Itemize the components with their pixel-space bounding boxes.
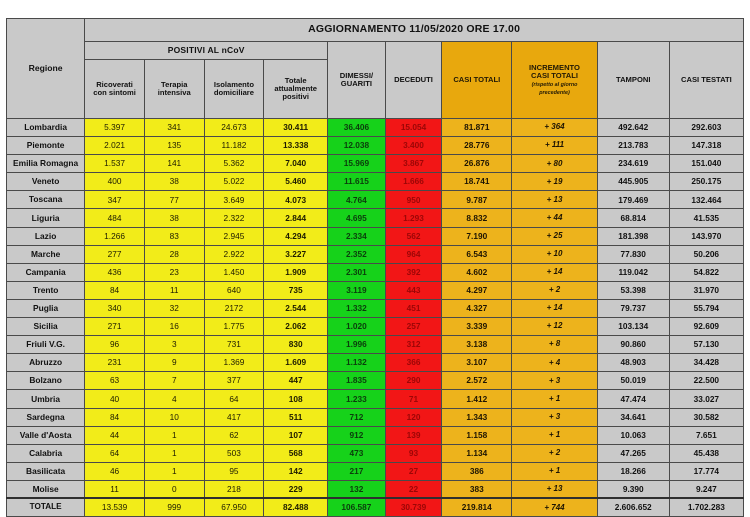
cell-ricoverati-con-sintomi: 484 <box>85 209 145 227</box>
totale-attuale-line-1: Totale <box>284 75 307 85</box>
table-row <box>7 408 744 426</box>
cell-ricoverati-con-sintomi: 84 <box>85 281 145 299</box>
cell-ricoverati-con-sintomi: 277 <box>85 245 145 263</box>
terapia-line-2: intensiva <box>157 88 191 97</box>
cell-deceduti: 290 <box>385 372 442 390</box>
cell-isolamento-domiciliare: 2.322 <box>204 209 264 227</box>
cell-incremento-casi-totali: + 1 <box>512 462 597 480</box>
cell-regione: Lombardia <box>7 119 85 137</box>
table-row <box>7 299 744 317</box>
total-cell-isolamento-domiciliare: 67.950 <box>204 498 264 516</box>
cell-terapia-intensiva: 11 <box>144 281 204 299</box>
cell-regione: Molise <box>7 480 85 498</box>
cell-totale-attualmente-positivi: 4.073 <box>264 191 328 209</box>
cell-terapia-intensiva: 7 <box>144 372 204 390</box>
cell-terapia-intensiva: 23 <box>144 263 204 281</box>
column-group-positivi: POSITIVI AL nCoV <box>85 42 328 60</box>
cell-totale-attualmente-positivi: 1.609 <box>264 354 328 372</box>
cell-incremento-casi-totali: + 14 <box>512 263 597 281</box>
cell-isolamento-domiciliare: 377 <box>204 372 264 390</box>
cell-dimessi-guariti: 712 <box>328 408 386 426</box>
cell-deceduti: 3.400 <box>385 137 442 155</box>
cell-isolamento-domiciliare: 24.673 <box>204 119 264 137</box>
cell-casi-testati: 292.603 <box>669 119 743 137</box>
cell-regione: Veneto <box>7 173 85 191</box>
cell-terapia-intensiva: 38 <box>144 209 204 227</box>
cell-regione: Campania <box>7 263 85 281</box>
cell-incremento-casi-totali: + 44 <box>512 209 597 227</box>
cell-deceduti: 257 <box>385 318 442 336</box>
totale-attuale-line-3: positivi <box>282 92 309 102</box>
cell-casi-testati: 30.582 <box>669 408 743 426</box>
cell-deceduti: 22 <box>385 480 442 498</box>
cell-totale-attualmente-positivi: 107 <box>264 426 328 444</box>
cell-totale-attualmente-positivi: 2.544 <box>264 299 328 317</box>
cell-regione: Valle d'Aosta <box>7 426 85 444</box>
table-row <box>7 191 744 209</box>
cell-isolamento-domiciliare: 218 <box>204 480 264 498</box>
cell-incremento-casi-totali: + 80 <box>512 155 597 173</box>
incremento-line-2: CASI TOTALI <box>531 70 578 80</box>
cell-casi-totali: 81.871 <box>442 119 512 137</box>
cell-tamponi: 213.783 <box>597 137 669 155</box>
cell-dimessi-guariti: 1.132 <box>328 354 386 372</box>
cell-dimessi-guariti: 1.996 <box>328 336 386 354</box>
total-cell-ricoverati-con-sintomi: 13.539 <box>85 498 145 516</box>
cell-regione: Puglia <box>7 299 85 317</box>
cell-casi-totali: 9.787 <box>442 191 512 209</box>
cell-totale-attualmente-positivi: 2.844 <box>264 209 328 227</box>
cell-terapia-intensiva: 10 <box>144 408 204 426</box>
cell-isolamento-domiciliare: 64 <box>204 390 264 408</box>
cell-regione: Sardegna <box>7 408 85 426</box>
table-row <box>7 462 744 480</box>
cell-deceduti: 443 <box>385 281 442 299</box>
cell-ricoverati-con-sintomi: 84 <box>85 408 145 426</box>
cell-ricoverati-con-sintomi: 96 <box>85 336 145 354</box>
cell-dimessi-guariti: 132 <box>328 480 386 498</box>
cell-dimessi-guariti: 4.695 <box>328 209 386 227</box>
cell-incremento-casi-totali: + 364 <box>512 119 597 137</box>
cell-ricoverati-con-sintomi: 271 <box>85 318 145 336</box>
cell-ricoverati-con-sintomi: 347 <box>85 191 145 209</box>
cell-totale-attualmente-positivi: 830 <box>264 336 328 354</box>
cell-isolamento-domiciliare: 640 <box>204 281 264 299</box>
cell-deceduti: 139 <box>385 426 442 444</box>
table-row <box>7 263 744 281</box>
cell-isolamento-domiciliare: 3.649 <box>204 191 264 209</box>
cell-casi-testati: 250.175 <box>669 173 743 191</box>
cell-casi-testati: 22.500 <box>669 372 743 390</box>
cell-incremento-casi-totali: + 8 <box>512 336 597 354</box>
cell-totale-attualmente-positivi: 7.040 <box>264 155 328 173</box>
cell-deceduti: 15.054 <box>385 119 442 137</box>
cell-terapia-intensiva: 1 <box>144 426 204 444</box>
cell-casi-testati: 9.247 <box>669 480 743 498</box>
cell-regione: Emilia Romagna <box>7 155 85 173</box>
cell-regione: Piemonte <box>7 137 85 155</box>
column-header-isolamento-domiciliare <box>204 60 264 119</box>
table-row <box>7 426 744 444</box>
cell-casi-testati: 17.774 <box>669 462 743 480</box>
cell-ricoverati-con-sintomi: 5.397 <box>85 119 145 137</box>
table-header <box>7 19 744 119</box>
dimessi-line-1: DIMESSI/ <box>339 70 374 80</box>
cell-casi-testati: 57.130 <box>669 336 743 354</box>
cell-casi-testati: 7.651 <box>669 426 743 444</box>
cell-ricoverati-con-sintomi: 46 <box>85 462 145 480</box>
cell-deceduti: 950 <box>385 191 442 209</box>
cell-totale-attualmente-positivi: 5.460 <box>264 173 328 191</box>
table-row <box>7 209 744 227</box>
cell-isolamento-domiciliare: 417 <box>204 408 264 426</box>
cell-tamponi: 492.642 <box>597 119 669 137</box>
cell-incremento-casi-totali: + 19 <box>512 173 597 191</box>
cell-casi-testati: 41.535 <box>669 209 743 227</box>
isolamento-line-1: Isolamento <box>213 79 254 89</box>
table-row <box>7 119 744 137</box>
cell-terapia-intensiva: 1 <box>144 462 204 480</box>
cell-ricoverati-con-sintomi: 231 <box>85 354 145 372</box>
table-body <box>7 119 744 517</box>
cell-casi-totali: 26.876 <box>442 155 512 173</box>
cell-totale-attualmente-positivi: 568 <box>264 444 328 462</box>
cell-isolamento-domiciliare: 11.182 <box>204 137 264 155</box>
cell-totale-attualmente-positivi: 229 <box>264 480 328 498</box>
cell-regione: Sicilia <box>7 318 85 336</box>
cell-terapia-intensiva: 9 <box>144 354 204 372</box>
cell-dimessi-guariti: 2.301 <box>328 263 386 281</box>
cell-dimessi-guariti: 217 <box>328 462 386 480</box>
cell-casi-testati: 55.794 <box>669 299 743 317</box>
cell-terapia-intensiva: 38 <box>144 173 204 191</box>
cell-incremento-casi-totali: + 14 <box>512 299 597 317</box>
column-header-regione: Regione <box>7 19 85 119</box>
table-row <box>7 372 744 390</box>
cell-regione: Calabria <box>7 444 85 462</box>
cell-incremento-casi-totali: + 1 <box>512 390 597 408</box>
cell-dimessi-guariti: 2.352 <box>328 245 386 263</box>
cell-casi-totali: 1.134 <box>442 444 512 462</box>
cell-tamponi: 119.042 <box>597 263 669 281</box>
cell-ricoverati-con-sintomi: 2.021 <box>85 137 145 155</box>
cell-dimessi-guariti: 15.969 <box>328 155 386 173</box>
cell-ricoverati-con-sintomi: 436 <box>85 263 145 281</box>
cell-dimessi-guariti: 12.038 <box>328 137 386 155</box>
incremento-line-1: INCREMENTO <box>529 62 580 72</box>
cell-deceduti: 1.666 <box>385 173 442 191</box>
ricoverati-line-1: Ricoverati <box>96 79 133 89</box>
cell-tamponi: 103.134 <box>597 318 669 336</box>
column-header-totale-attualmente-positivi <box>264 60 328 119</box>
total-cell-dimessi-guariti: 106.587 <box>328 498 386 516</box>
cell-regione: Basilicata <box>7 462 85 480</box>
cell-casi-testati: 147.318 <box>669 137 743 155</box>
column-header-casi-totali: CASI TOTALI <box>442 42 512 119</box>
cell-incremento-casi-totali: + 1 <box>512 426 597 444</box>
cell-tamponi: 79.737 <box>597 299 669 317</box>
cell-regione: Liguria <box>7 209 85 227</box>
terapia-line-1: Terapia <box>161 79 188 89</box>
cell-totale-attualmente-positivi: 13.338 <box>264 137 328 155</box>
cell-isolamento-domiciliare: 1.450 <box>204 263 264 281</box>
dimessi-line-2: GUARITI <box>340 79 373 88</box>
cell-incremento-casi-totali: + 111 <box>512 137 597 155</box>
cell-regione: Umbria <box>7 390 85 408</box>
cell-ricoverati-con-sintomi: 63 <box>85 372 145 390</box>
column-header-incremento-casi-totali <box>512 42 597 119</box>
cell-dimessi-guariti: 1.233 <box>328 390 386 408</box>
cell-tamponi: 68.814 <box>597 209 669 227</box>
cell-regione: Abruzzo <box>7 354 85 372</box>
cell-regione: Bolzano <box>7 372 85 390</box>
cell-ricoverati-con-sintomi: 1.266 <box>85 227 145 245</box>
column-header-ricoverati-con-sintomi <box>85 60 145 119</box>
cell-isolamento-domiciliare: 1.369 <box>204 354 264 372</box>
column-header-terapia-intensiva <box>144 60 204 119</box>
cell-totale-attualmente-positivi: 2.062 <box>264 318 328 336</box>
cell-tamponi: 34.641 <box>597 408 669 426</box>
column-header-tamponi: TAMPONI <box>597 42 669 119</box>
cell-deceduti: 964 <box>385 245 442 263</box>
cell-terapia-intensiva: 0 <box>144 480 204 498</box>
isolamento-line-2: domiciliare <box>213 88 254 97</box>
cell-tamponi: 90.860 <box>597 336 669 354</box>
cell-incremento-casi-totali: + 25 <box>512 227 597 245</box>
cell-totale-attualmente-positivi: 30.411 <box>264 119 328 137</box>
table-row <box>7 245 744 263</box>
cell-terapia-intensiva: 1 <box>144 444 204 462</box>
column-header-deceduti: DECEDUTI <box>385 42 442 119</box>
cell-casi-totali: 383 <box>442 480 512 498</box>
cell-regione: Lazio <box>7 227 85 245</box>
total-cell-totale-attualmente-positivi: 82.488 <box>264 498 328 516</box>
header-title-row <box>7 19 744 42</box>
table-row <box>7 354 744 372</box>
total-cell-regione: TOTALE <box>7 498 85 516</box>
cell-casi-totali: 386 <box>442 462 512 480</box>
cell-terapia-intensiva: 3 <box>144 336 204 354</box>
cell-casi-totali: 3.339 <box>442 318 512 336</box>
total-cell-terapia-intensiva: 999 <box>144 498 204 516</box>
cell-isolamento-domiciliare: 503 <box>204 444 264 462</box>
table-row <box>7 390 744 408</box>
cell-deceduti: 27 <box>385 462 442 480</box>
table-row <box>7 444 744 462</box>
cell-casi-totali: 18.741 <box>442 173 512 191</box>
cell-dimessi-guariti: 3.119 <box>328 281 386 299</box>
cell-casi-totali: 2.572 <box>442 372 512 390</box>
cell-ricoverati-con-sintomi: 11 <box>85 480 145 498</box>
table-row <box>7 173 744 191</box>
cell-casi-testati: 54.822 <box>669 263 743 281</box>
cell-casi-totali: 7.190 <box>442 227 512 245</box>
cell-dimessi-guariti: 2.334 <box>328 227 386 245</box>
cell-deceduti: 3.867 <box>385 155 442 173</box>
cell-casi-totali: 28.776 <box>442 137 512 155</box>
totale-attuale-line-2: attualmente <box>274 83 317 93</box>
cell-casi-testati: 143.970 <box>669 227 743 245</box>
cell-deceduti: 392 <box>385 263 442 281</box>
header-group-row <box>7 42 744 60</box>
cell-ricoverati-con-sintomi: 340 <box>85 299 145 317</box>
cell-tamponi: 48.903 <box>597 354 669 372</box>
cell-deceduti: 71 <box>385 390 442 408</box>
cell-casi-testati: 33.027 <box>669 390 743 408</box>
cell-casi-totali: 4.297 <box>442 281 512 299</box>
cell-casi-testati: 31.970 <box>669 281 743 299</box>
cell-isolamento-domiciliare: 5.022 <box>204 173 264 191</box>
cell-totale-attualmente-positivi: 4.294 <box>264 227 328 245</box>
cell-ricoverati-con-sintomi: 1.537 <box>85 155 145 173</box>
cell-regione: Marche <box>7 245 85 263</box>
cell-regione: Friuli V.G. <box>7 336 85 354</box>
cell-terapia-intensiva: 77 <box>144 191 204 209</box>
cell-totale-attualmente-positivi: 1.909 <box>264 263 328 281</box>
cell-casi-totali: 1.343 <box>442 408 512 426</box>
cell-isolamento-domiciliare: 62 <box>204 426 264 444</box>
cell-casi-totali: 1.412 <box>442 390 512 408</box>
cell-casi-testati: 92.609 <box>669 318 743 336</box>
cell-tamponi: 234.619 <box>597 155 669 173</box>
cell-incremento-casi-totali: + 13 <box>512 191 597 209</box>
column-header-dimessi-guariti <box>328 42 386 119</box>
cell-casi-totali: 4.327 <box>442 299 512 317</box>
ricoverati-line-2: con sintomi <box>93 88 136 97</box>
cell-tamponi: 181.398 <box>597 227 669 245</box>
cell-casi-totali: 8.832 <box>442 209 512 227</box>
cell-dimessi-guariti: 912 <box>328 426 386 444</box>
cell-incremento-casi-totali: + 3 <box>512 408 597 426</box>
cell-deceduti: 562 <box>385 227 442 245</box>
cell-totale-attualmente-positivi: 3.227 <box>264 245 328 263</box>
cell-dimessi-guariti: 4.764 <box>328 191 386 209</box>
cell-deceduti: 93 <box>385 444 442 462</box>
cell-terapia-intensiva: 83 <box>144 227 204 245</box>
cell-casi-testati: 45.438 <box>669 444 743 462</box>
incremento-note-line-1: (rispetto al giorno <box>531 81 578 88</box>
total-cell-deceduti: 30.739 <box>385 498 442 516</box>
table-row <box>7 318 744 336</box>
cell-ricoverati-con-sintomi: 40 <box>85 390 145 408</box>
cell-dimessi-guariti: 36.406 <box>328 119 386 137</box>
table-row <box>7 281 744 299</box>
cell-isolamento-domiciliare: 731 <box>204 336 264 354</box>
cell-totale-attualmente-positivi: 142 <box>264 462 328 480</box>
cell-dimessi-guariti: 1.332 <box>328 299 386 317</box>
cell-isolamento-domiciliare: 2172 <box>204 299 264 317</box>
cell-casi-testati: 34.428 <box>669 354 743 372</box>
cell-ricoverati-con-sintomi: 64 <box>85 444 145 462</box>
cell-terapia-intensiva: 141 <box>144 155 204 173</box>
cell-incremento-casi-totali: + 10 <box>512 245 597 263</box>
covid-regions-table <box>6 18 744 517</box>
cell-terapia-intensiva: 341 <box>144 119 204 137</box>
cell-deceduti: 366 <box>385 354 442 372</box>
cell-regione: Trento <box>7 281 85 299</box>
cell-tamponi: 179.469 <box>597 191 669 209</box>
cell-tamponi: 445.905 <box>597 173 669 191</box>
cell-tamponi: 10.063 <box>597 426 669 444</box>
cell-casi-testati: 132.464 <box>669 191 743 209</box>
cell-terapia-intensiva: 4 <box>144 390 204 408</box>
cell-casi-totali: 1.158 <box>442 426 512 444</box>
cell-dimessi-guariti: 473 <box>328 444 386 462</box>
cell-totale-attualmente-positivi: 108 <box>264 390 328 408</box>
cell-tamponi: 53.398 <box>597 281 669 299</box>
cell-totale-attualmente-positivi: 511 <box>264 408 328 426</box>
incremento-note-line-2: precedente) <box>539 90 570 97</box>
cell-terapia-intensiva: 28 <box>144 245 204 263</box>
cell-casi-totali: 3.107 <box>442 354 512 372</box>
cell-tamponi: 9.390 <box>597 480 669 498</box>
cell-dimessi-guariti: 11.615 <box>328 173 386 191</box>
table-row <box>7 155 744 173</box>
cell-incremento-casi-totali: + 13 <box>512 480 597 498</box>
cell-tamponi: 47.474 <box>597 390 669 408</box>
cell-regione: Toscana <box>7 191 85 209</box>
cell-casi-totali: 3.138 <box>442 336 512 354</box>
cell-terapia-intensiva: 135 <box>144 137 204 155</box>
table-row <box>7 336 744 354</box>
cell-deceduti: 120 <box>385 408 442 426</box>
cell-deceduti: 312 <box>385 336 442 354</box>
cell-tamponi: 47.265 <box>597 444 669 462</box>
cell-isolamento-domiciliare: 95 <box>204 462 264 480</box>
total-cell-casi-testati: 1.702.283 <box>669 498 743 516</box>
cell-isolamento-domiciliare: 2.922 <box>204 245 264 263</box>
total-cell-incremento-casi-totali: + 744 <box>512 498 597 516</box>
table-row <box>7 480 744 498</box>
cell-casi-totali: 4.602 <box>442 263 512 281</box>
cell-terapia-intensiva: 32 <box>144 299 204 317</box>
cell-casi-testati: 151.040 <box>669 155 743 173</box>
cell-incremento-casi-totali: + 2 <box>512 281 597 299</box>
cell-dimessi-guariti: 1.020 <box>328 318 386 336</box>
cell-incremento-casi-totali: + 4 <box>512 354 597 372</box>
cell-isolamento-domiciliare: 5.362 <box>204 155 264 173</box>
cell-terapia-intensiva: 16 <box>144 318 204 336</box>
cell-isolamento-domiciliare: 2.945 <box>204 227 264 245</box>
cell-tamponi: 77.830 <box>597 245 669 263</box>
update-title-banner: AGGIORNAMENTO 11/05/2020 ORE 17.00 <box>85 19 744 42</box>
cell-deceduti: 451 <box>385 299 442 317</box>
total-cell-casi-totali: 219.814 <box>442 498 512 516</box>
cell-isolamento-domiciliare: 1.775 <box>204 318 264 336</box>
cell-deceduti: 1.293 <box>385 209 442 227</box>
cell-incremento-casi-totali: + 3 <box>512 372 597 390</box>
cell-casi-totali: 6.543 <box>442 245 512 263</box>
cell-ricoverati-con-sintomi: 44 <box>85 426 145 444</box>
table-row <box>7 227 744 245</box>
cell-tamponi: 18.266 <box>597 462 669 480</box>
cell-incremento-casi-totali: + 12 <box>512 318 597 336</box>
cell-ricoverati-con-sintomi: 400 <box>85 173 145 191</box>
column-header-casi-testati: CASI TESTATI <box>669 42 743 119</box>
table-row <box>7 137 744 155</box>
cell-totale-attualmente-positivi: 447 <box>264 372 328 390</box>
cell-totale-attualmente-positivi: 735 <box>264 281 328 299</box>
cell-incremento-casi-totali: + 2 <box>512 444 597 462</box>
cell-dimessi-guariti: 1.835 <box>328 372 386 390</box>
total-cell-tamponi: 2.606.652 <box>597 498 669 516</box>
cell-casi-testati: 50.206 <box>669 245 743 263</box>
cell-tamponi: 50.019 <box>597 372 669 390</box>
table-total-row <box>7 498 744 516</box>
